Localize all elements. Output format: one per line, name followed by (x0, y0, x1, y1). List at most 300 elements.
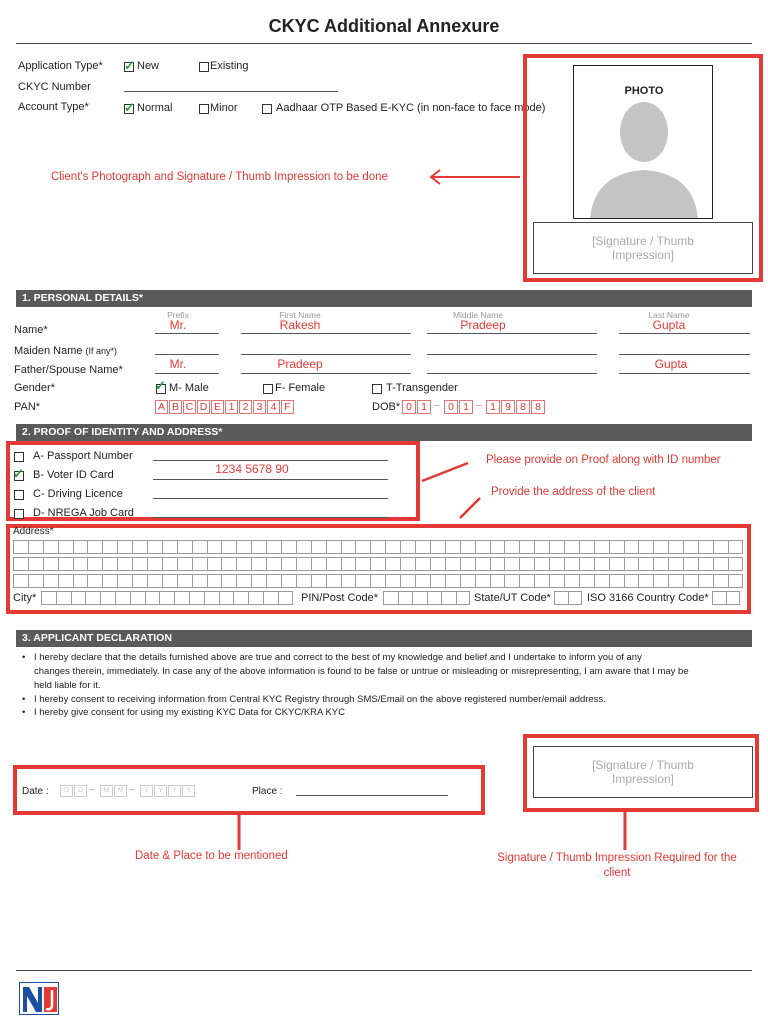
grid-cell[interactable] (88, 558, 103, 570)
bullet-char: • (22, 694, 26, 705)
dob-year-box[interactable]: 8 (516, 400, 530, 414)
grid-cell[interactable] (327, 558, 342, 570)
grid-cell[interactable] (297, 575, 312, 587)
col-middle-name: Middle Name (452, 310, 504, 320)
bullet-1 (22, 652, 25, 663)
grid-cell[interactable] (625, 541, 640, 553)
grid-cell[interactable] (252, 575, 267, 587)
dob-year-box[interactable]: 1 (486, 400, 500, 414)
grid-cell[interactable] (42, 604, 57, 616)
grid-cell[interactable] (431, 541, 446, 553)
proof-option-checkbox[interactable] (14, 490, 24, 500)
grid-cell[interactable] (555, 604, 569, 616)
grid-cell[interactable] (505, 575, 520, 587)
pan-label: PAN* (14, 401, 41, 413)
date-char-box[interactable]: Y (140, 785, 153, 797)
grid-cell[interactable] (669, 541, 684, 553)
date-char-box[interactable]: Y (154, 785, 167, 797)
grid-cell[interactable] (282, 575, 297, 587)
name-first-line (241, 333, 411, 334)
acc-normal-label: Normal (137, 102, 173, 114)
name-middle[interactable]: Pradeep (460, 318, 506, 332)
arrow-left-icon (428, 168, 522, 186)
footer-divider (16, 970, 752, 971)
grid-cell[interactable] (371, 541, 386, 553)
grid-cell[interactable] (550, 575, 565, 587)
father-prefix[interactable]: Mr. (169, 357, 187, 371)
grid-cell[interactable] (713, 592, 727, 604)
father-first[interactable]: Pradeep (277, 357, 323, 371)
grid-cell[interactable] (29, 558, 44, 570)
grid-cell[interactable] (44, 541, 59, 553)
grid-cell[interactable] (535, 558, 550, 570)
grid-cell[interactable] (416, 541, 431, 553)
grid-cell[interactable] (163, 575, 178, 587)
grid-cell[interactable] (699, 558, 714, 570)
app-existing-checkbox[interactable] (199, 62, 209, 72)
name-last-line (619, 333, 750, 334)
grid-cell[interactable] (610, 575, 625, 587)
maiden-middle-line[interactable] (427, 354, 597, 355)
grid-cell[interactable] (327, 575, 342, 587)
proof-option-label: B- Voter ID Card (33, 469, 114, 481)
grid-cell[interactable] (267, 541, 282, 553)
signature-placeholder-line2: Impression] (611, 772, 675, 786)
dob-dash: – (434, 400, 440, 411)
grid-cell[interactable] (133, 575, 148, 587)
grid-cell[interactable] (442, 592, 457, 604)
grid-cell[interactable] (431, 558, 446, 570)
declaration-text-1c: held liable for it. (34, 680, 101, 691)
grid-cell[interactable] (491, 575, 506, 587)
address-label: Address* (13, 526, 54, 537)
col-first-name: First Name (279, 310, 321, 320)
connector-line (458, 496, 484, 520)
grid-cell[interactable] (625, 575, 640, 587)
maiden-first-line[interactable] (241, 354, 411, 355)
connector-line (420, 460, 470, 484)
signature-box-bottom[interactable] (533, 746, 753, 798)
bullet-3 (22, 707, 25, 718)
name-prefix[interactable]: Mr. (169, 318, 187, 332)
check-icon: ✓ (155, 378, 166, 393)
grid-cell[interactable] (205, 592, 220, 604)
father-prefix-line (155, 373, 219, 374)
grid-cell[interactable] (461, 558, 476, 570)
grid-cell[interactable] (222, 558, 237, 570)
grid-cell[interactable] (103, 575, 118, 587)
grid-cell[interactable] (103, 541, 118, 553)
date-char-box[interactable]: D (60, 785, 73, 797)
app-new-label: New (137, 60, 160, 72)
grid-cell[interactable] (42, 592, 57, 604)
grid-cell[interactable] (222, 575, 237, 587)
grid-cell[interactable] (550, 558, 565, 570)
city-input[interactable] (41, 591, 293, 605)
proof-option-line[interactable] (153, 498, 388, 499)
grid-cell[interactable] (595, 575, 610, 587)
grid-cell[interactable] (222, 541, 237, 553)
address-note: Provide the address of the client (491, 486, 656, 498)
grid-cell[interactable] (14, 575, 29, 587)
acc-minor-checkbox[interactable] (199, 104, 209, 114)
grid-cell[interactable] (491, 558, 506, 570)
grid-cell[interactable] (446, 558, 461, 570)
gender-trans-label: T-Transgender (386, 382, 458, 394)
grid-cell[interactable] (413, 592, 428, 604)
signature-note-line2: client (603, 867, 631, 879)
grid-cell[interactable] (88, 575, 103, 587)
grid-cell[interactable] (714, 558, 729, 570)
grid-cell[interactable] (610, 558, 625, 570)
maiden-last-line[interactable] (619, 354, 750, 355)
grid-cell[interactable] (178, 541, 193, 553)
grid-cell[interactable] (297, 558, 312, 570)
grid-cell[interactable] (175, 592, 190, 604)
section-personal-details: 1. PERSONAL DETAILS* (16, 290, 752, 307)
gender-label: Gender* (14, 382, 55, 394)
grid-cell[interactable] (74, 575, 89, 587)
grid-cell[interactable] (237, 575, 252, 587)
grid-cell[interactable] (146, 592, 161, 604)
proof-option-line[interactable] (153, 479, 388, 480)
grid-cell[interactable] (163, 558, 178, 570)
grid-cell[interactable] (356, 575, 371, 587)
acc-aadhaar-checkbox[interactable] (262, 104, 272, 114)
grid-cell[interactable] (190, 592, 205, 604)
grid-cell[interactable] (699, 575, 714, 587)
dob-month-box[interactable]: 1 (459, 400, 473, 414)
grid-cell[interactable] (220, 592, 235, 604)
grid-cell[interactable] (595, 541, 610, 553)
section-proof: 2. PROOF OF IDENTITY AND ADDRESS* (16, 424, 752, 441)
country-label: ISO 3166 Country Code* (587, 592, 709, 604)
declaration-text-1b: changes therein, immediately. In case any of the above information is found to be false or untrue or misleading or misrepresenting, I am aware that I may be (34, 666, 689, 677)
dob-day-box[interactable]: 0 (402, 400, 416, 414)
grid-cell[interactable] (234, 592, 249, 604)
check-icon: ✓ (124, 100, 135, 115)
grid-cell[interactable] (356, 558, 371, 570)
gender-female-label: F- Female (275, 382, 326, 394)
grid-cell[interactable] (399, 592, 414, 604)
grid-cell[interactable] (580, 541, 595, 553)
grid-cell[interactable] (74, 541, 89, 553)
pan-char-box[interactable]: E (211, 400, 224, 414)
grid-cell[interactable] (384, 592, 399, 604)
pan-char-box[interactable]: D (197, 400, 210, 414)
grid-cell[interactable] (237, 541, 252, 553)
grid-cell[interactable] (654, 558, 669, 570)
grid-cell[interactable] (565, 541, 580, 553)
pan-char-box[interactable]: F (281, 400, 294, 414)
grid-cell[interactable] (282, 541, 297, 553)
grid-cell[interactable] (535, 575, 550, 587)
date-char-box[interactable]: Y (168, 785, 181, 797)
dob-label: DOB* (372, 401, 401, 413)
application-type-label: Application Type* (18, 60, 103, 72)
state-input[interactable] (554, 591, 582, 605)
grid-cell[interactable] (44, 558, 59, 570)
grid-cell[interactable] (163, 541, 178, 553)
grid-cell[interactable] (131, 592, 146, 604)
grid-cell[interactable] (356, 541, 371, 553)
grid-cell[interactable] (669, 575, 684, 587)
grid-cell[interactable] (297, 541, 312, 553)
grid-cell[interactable] (208, 558, 223, 570)
pan-char-box[interactable]: 1 (225, 400, 238, 414)
voter-id-number[interactable]: 1234 5678 90 (215, 462, 289, 476)
address-line-3[interactable] (13, 574, 743, 588)
grid-cell[interactable] (428, 592, 443, 604)
grid-cell[interactable] (580, 575, 595, 587)
grid-cell[interactable] (133, 541, 148, 553)
grid-cell[interactable] (713, 604, 727, 616)
pan-char-box[interactable]: 3 (253, 400, 266, 414)
grid-cell[interactable] (461, 575, 476, 587)
grid-cell[interactable] (118, 541, 133, 553)
grid-cell[interactable] (148, 541, 163, 553)
grid-cell[interactable] (714, 575, 729, 587)
grid-cell[interactable] (565, 575, 580, 587)
grid-cell[interactable] (29, 541, 44, 553)
country-input[interactable] (712, 591, 740, 605)
dob-dash: – (476, 400, 482, 411)
date-dash: – (89, 784, 95, 795)
grid-cell[interactable] (312, 558, 327, 570)
name-middle-line (427, 333, 597, 334)
grid-cell[interactable] (476, 575, 491, 587)
grid-cell[interactable] (193, 558, 208, 570)
grid-cell[interactable] (401, 558, 416, 570)
acc-minor-label: Minor (210, 102, 238, 114)
grid-cell[interactable] (446, 575, 461, 587)
address-line-2[interactable] (13, 557, 743, 571)
ckyc-number-label: CKYC Number (18, 81, 91, 93)
grid-cell[interactable] (491, 541, 506, 553)
place-label: Place : (252, 786, 283, 797)
signature-note-line1: Signature / Thumb Impression Required for the (497, 852, 737, 864)
signature-placeholder-line2: Impression] (611, 248, 675, 262)
date-char-box[interactable]: M (114, 785, 127, 797)
photo-note: Client's Photograph and Signature / Thumb Impression to be done (51, 171, 388, 183)
grid-cell[interactable] (401, 575, 416, 587)
grid-cell[interactable] (86, 592, 101, 604)
grid-cell[interactable] (178, 575, 193, 587)
grid-cell[interactable] (520, 558, 535, 570)
dob-month-box[interactable]: 0 (444, 400, 458, 414)
father-last-line (619, 373, 750, 374)
grid-cell[interactable] (684, 575, 699, 587)
city-label: City* (13, 592, 37, 604)
bullet-char: • (22, 652, 26, 663)
date-label: Date : (22, 786, 49, 797)
grid-cell[interactable] (386, 575, 401, 587)
grid-cell[interactable] (29, 575, 44, 587)
grid-cell[interactable] (59, 541, 74, 553)
grid-cell[interactable] (282, 558, 297, 570)
grid-cell[interactable] (59, 575, 74, 587)
grid-cell[interactable] (101, 592, 116, 604)
place-field[interactable] (296, 795, 448, 796)
grid-cell[interactable] (565, 558, 580, 570)
grid-cell[interactable] (654, 575, 669, 587)
col-last-name: Last Name (648, 310, 690, 320)
grid-cell[interactable] (669, 558, 684, 570)
grid-cell[interactable] (249, 592, 264, 604)
grid-cell[interactable] (267, 558, 282, 570)
father-last[interactable]: Gupta (654, 357, 688, 371)
maiden-note: (If any*) (85, 346, 118, 356)
grid-cell[interactable] (342, 575, 357, 587)
grid-cell[interactable] (461, 541, 476, 553)
grid-cell[interactable] (386, 558, 401, 570)
grid-cell[interactable] (57, 592, 72, 604)
grid-cell[interactable] (193, 575, 208, 587)
person-silhouette-icon (588, 100, 700, 219)
grid-cell[interactable] (208, 575, 223, 587)
pin-input[interactable] (383, 591, 470, 605)
grid-cell[interactable] (59, 558, 74, 570)
grid-cell[interactable] (699, 541, 714, 553)
date-char-box[interactable]: D (74, 785, 87, 797)
grid-cell[interactable] (639, 541, 654, 553)
grid-cell[interactable] (654, 541, 669, 553)
date-char-box[interactable]: Y (182, 785, 195, 797)
grid-cell[interactable] (550, 541, 565, 553)
proof-option-line[interactable] (153, 460, 388, 461)
signature-placeholder-line1: [Signature / Thumb (592, 234, 694, 248)
grid-cell[interactable] (639, 558, 654, 570)
grid-cell[interactable] (684, 558, 699, 570)
maiden-label (14, 345, 117, 357)
grid-cell[interactable] (555, 592, 569, 604)
grid-cell[interactable] (103, 558, 118, 570)
grid-cell[interactable] (520, 575, 535, 587)
grid-cell[interactable] (342, 558, 357, 570)
dob-year-box[interactable]: 8 (531, 400, 545, 414)
ckyc-number-field[interactable] (124, 91, 338, 92)
pan-char-box[interactable]: B (169, 400, 182, 414)
grid-cell[interactable] (116, 592, 131, 604)
proof-option-checkbox[interactable] (14, 509, 24, 519)
grid-cell[interactable] (267, 575, 282, 587)
grid-cell[interactable] (416, 558, 431, 570)
grid-cell[interactable] (535, 541, 550, 553)
pan-char-box[interactable]: 4 (267, 400, 280, 414)
grid-cell[interactable] (610, 541, 625, 553)
grid-cell[interactable] (44, 575, 59, 587)
grid-cell[interactable] (148, 558, 163, 570)
pan-char-box[interactable]: A (155, 400, 168, 414)
grid-cell[interactable] (178, 558, 193, 570)
grid-cell[interactable] (118, 575, 133, 587)
grid-cell[interactable] (595, 558, 610, 570)
grid-cell[interactable] (520, 541, 535, 553)
grid-cell[interactable] (264, 592, 279, 604)
grid-cell[interactable] (505, 541, 520, 553)
date-place-note: Date & Place to be mentioned (135, 850, 288, 862)
acc-aadhaar-label: Aadhaar OTP Based E-KYC (in non-face to face mode) (276, 102, 546, 114)
gender-trans-checkbox[interactable] (372, 384, 382, 394)
grid-cell[interactable] (416, 575, 431, 587)
grid-cell[interactable] (148, 575, 163, 587)
proof-option-label: A- Passport Number (33, 450, 133, 462)
grid-cell[interactable] (371, 575, 386, 587)
grid-cell[interactable] (431, 575, 446, 587)
proof-option-checkbox[interactable] (14, 452, 24, 462)
grid-cell[interactable] (133, 558, 148, 570)
pin-label: PIN/Post Code* (301, 592, 379, 604)
check-icon: ✓ (13, 466, 24, 481)
title-divider (16, 43, 752, 44)
date-char-box[interactable]: M (100, 785, 113, 797)
grid-cell[interactable] (160, 592, 175, 604)
grid-cell[interactable] (384, 604, 399, 616)
grid-cell[interactable] (476, 558, 491, 570)
maiden-prefix-line[interactable] (155, 354, 219, 355)
grid-cell[interactable] (88, 541, 103, 553)
section-declaration: 3. APPLICANT DECLARATION (16, 630, 752, 647)
proof-option-line[interactable] (153, 517, 388, 518)
address-line-1[interactable] (13, 540, 743, 554)
grid-cell[interactable] (193, 541, 208, 553)
grid-cell[interactable] (446, 541, 461, 553)
dob-day-box[interactable]: 1 (417, 400, 431, 414)
state-label: State/UT Code* (474, 592, 551, 604)
grid-cell[interactable] (505, 558, 520, 570)
name-last[interactable]: Gupta (652, 318, 686, 332)
declaration-text-1: I hereby declare that the details furnished above are true and correct to the best of my knowledge and belief and I undertake to inform you of any (34, 652, 642, 663)
pan-char-box[interactable]: C (183, 400, 196, 414)
declaration-text-3: I hereby give consent for using my existing KYC Data for CKYC/KRA KYC (34, 707, 345, 718)
gender-female-checkbox[interactable] (263, 384, 273, 394)
grid-cell[interactable] (386, 541, 401, 553)
grid-cell[interactable] (327, 541, 342, 553)
grid-cell[interactable] (312, 541, 327, 553)
pan-char-box[interactable]: 2 (239, 400, 252, 414)
proof-note: Please provide on Proof along with ID number (486, 454, 721, 466)
grid-cell[interactable] (74, 558, 89, 570)
dob-year-box[interactable]: 9 (501, 400, 515, 414)
grid-cell[interactable] (625, 558, 640, 570)
grid-cell[interactable] (118, 558, 133, 570)
grid-cell[interactable] (208, 541, 223, 553)
signature-box-top[interactable] (533, 222, 753, 274)
grid-cell[interactable] (401, 541, 416, 553)
grid-cell[interactable] (72, 592, 87, 604)
declaration-text-2: I hereby consent to receiving information from Central KYC Registry through SMS/Email on the above registered number/email address. (34, 694, 606, 705)
grid-cell[interactable] (14, 541, 29, 553)
grid-cell[interactable] (639, 575, 654, 587)
grid-cell[interactable] (684, 541, 699, 553)
father-middle-line[interactable] (427, 373, 597, 374)
grid-cell[interactable] (237, 558, 252, 570)
grid-cell[interactable] (252, 558, 267, 570)
grid-cell[interactable] (312, 575, 327, 587)
grid-cell[interactable] (342, 541, 357, 553)
app-existing-label: Existing (210, 60, 249, 72)
grid-cell[interactable] (14, 558, 29, 570)
grid-cell[interactable] (252, 541, 267, 553)
grid-cell[interactable] (580, 558, 595, 570)
grid-cell[interactable] (476, 541, 491, 553)
father-first-line (241, 373, 411, 374)
grid-cell[interactable] (714, 541, 729, 553)
name-first[interactable]: Rakesh (279, 318, 321, 332)
proof-option-label: D- NREGA Job Card (33, 507, 134, 519)
grid-cell[interactable] (371, 558, 386, 570)
photo-frame[interactable] (573, 65, 713, 219)
